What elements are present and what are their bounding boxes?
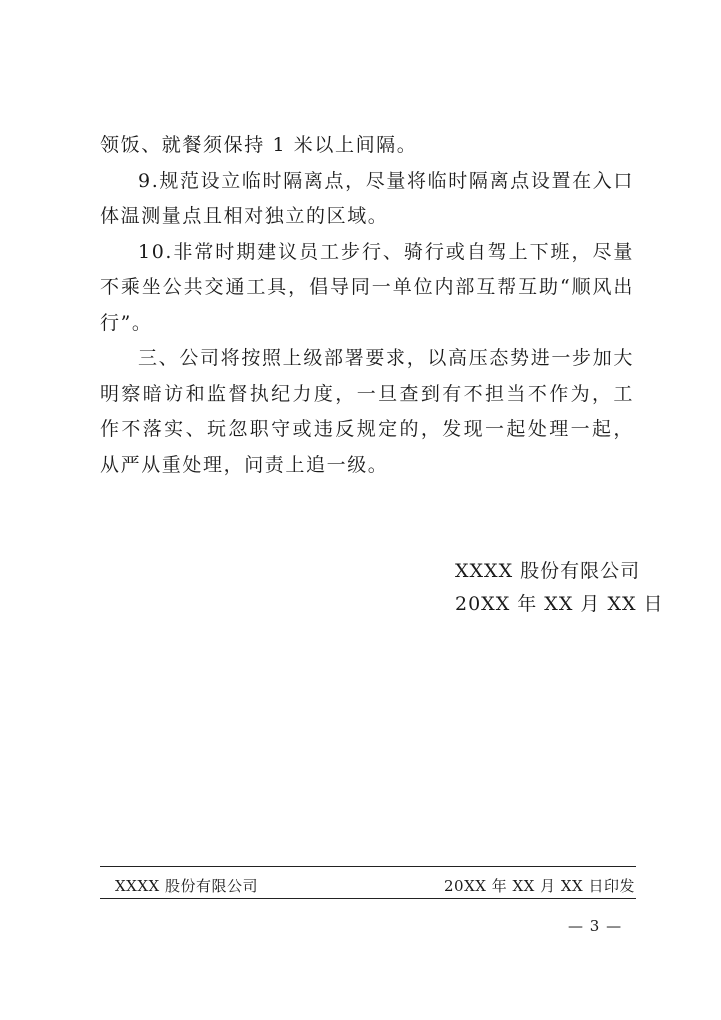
- footer-issue-date: 20XX 年 XX 月 XX 日印发: [443, 877, 635, 895]
- paragraph-continuation: 领饭、就餐须保持 1 米以上间隔。: [100, 134, 418, 156]
- paragraph-item-9: 9.规范设立临时隔离点，尽量将临时隔离点设置在入口体温测量点且相对独立的区域。: [100, 169, 634, 227]
- signature-company: XXXX 股份有限公司: [455, 560, 641, 582]
- paragraph-section-3: 三、公司将按照上级部署要求，以高压态势进一步加大明察暗访和监督执纪力度，一旦查到有不担当不作为，工作不落实、玩忽职守或违反规定的，发现一起处理一起，从严从重处理，问责上追一级。: [100, 347, 634, 476]
- footer-rule-top: [100, 866, 636, 867]
- page-number: — 3 —: [568, 917, 623, 935]
- footer-rule-bottom: [100, 898, 636, 899]
- signature-block: [455, 555, 664, 621]
- signature-date: 20XX 年 XX 月 XX 日: [455, 593, 664, 615]
- document-body: [100, 128, 634, 483]
- paragraph-item-10: 10.非常时期建议员工步行、骑行或自驾上下班，尽量不乘坐公共交通工具，倡导同一单位内部互帮互助“顺风出行”。: [100, 240, 634, 334]
- footer-company: XXXX 股份有限公司: [115, 877, 258, 895]
